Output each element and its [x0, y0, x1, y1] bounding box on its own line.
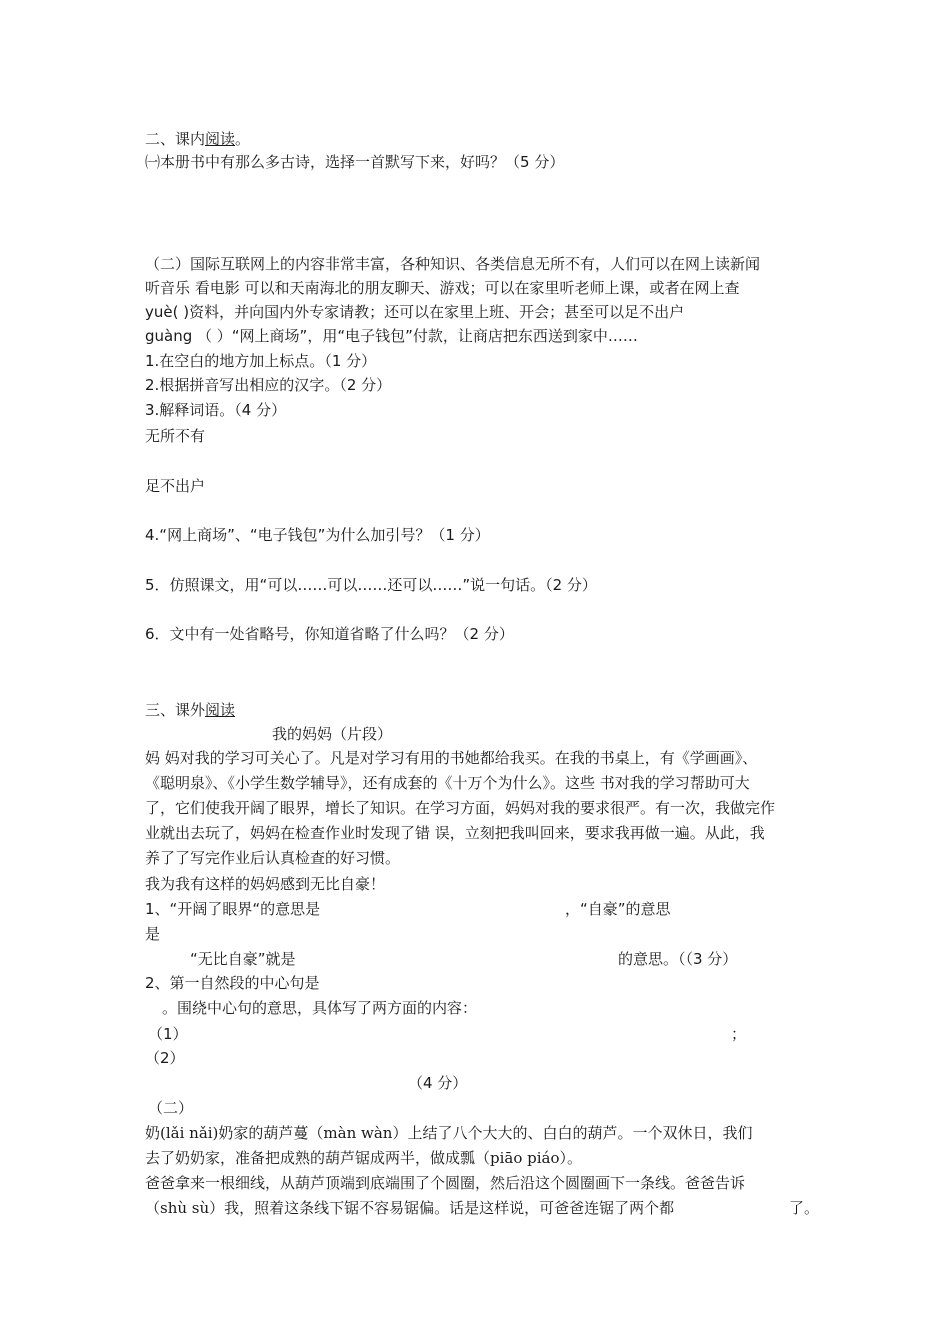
- q2-part-b: 。围绕中心句的意思，具体写了两方面的内容：: [162, 999, 478, 1017]
- question-4: 4.“网上商场”、“电子钱包”为什么加引号？（1 分）: [145, 526, 490, 544]
- word-2: 足不出户: [145, 477, 206, 495]
- question-6: 6．文中有一处省略号，你知道省略了什么吗？（2 分）: [145, 625, 514, 643]
- story-line-1: 妈 妈对我的学习可关心了。凡是对学习有用的书她都给我买。在我的书桌上，有《学画画》、: [145, 749, 758, 767]
- story-line-2: 《聪明泉》、《小学生数学辅导》，还有成套的《十万个为什么》。这些 书对我的学习帮助可大: [145, 774, 750, 792]
- passage-3-line-4-end: 了。: [789, 1199, 820, 1217]
- passage-line-2: 听音乐 看电影 可以和天南海北的朋友聊天、游戏；可以在家里听老师上课，或者在网上查: [145, 279, 740, 297]
- q2-part-d: ；: [731, 1025, 747, 1043]
- reading-link: 阅读: [205, 130, 236, 148]
- section-2-title: 二、课内阅读。: [145, 130, 251, 148]
- q1-part-e: 的意思。（（3 分）: [618, 950, 738, 968]
- question-3: 3.解释词语。（4 分）: [145, 401, 287, 419]
- passage-3-label: （二）: [148, 1099, 194, 1117]
- q2-part-f: （4 分）: [408, 1074, 468, 1092]
- q1-part-c: 是: [145, 925, 161, 943]
- passage-3-line-1: 奶(lǎi nǎi)奶家的葫芦蔓（màn wàn）上结了八个大大的、白白的葫芦。一个双休日，我们: [145, 1124, 753, 1142]
- question-2: 2.根据拼音写出相应的汉字。（2 分）: [145, 376, 392, 394]
- question-1: 1.在空白的地方加上标点。（1 分）: [145, 352, 377, 370]
- story-title: 我的妈妈（片段）: [272, 725, 393, 743]
- q2-part-c: （1）: [148, 1025, 188, 1043]
- story-line-5: 养了了写完作业后认真检查的好习惯。: [145, 849, 401, 867]
- story-line-4: 业就出去玩了，妈妈在检查作业时发现了错 误，立刻把我叫回来，要求我再做一遍。从此，我: [145, 824, 765, 842]
- passage-3-line-4: （shù sù）我，照着这条线下锯不容易锯偏。话是这样说，可爸爸连锯了两个都: [145, 1199, 675, 1217]
- q2-part-e: （2）: [145, 1049, 185, 1067]
- passage-line-3: yuè( )资料，并向国内外专家请教；还可以在家里上班、开会；甚至可以足不出户: [145, 303, 685, 321]
- story-line-3: 了，它们使我开阔了眼界，增长了知识。在学习方面，妈妈对我的要求很严。有一次，我做完作: [145, 799, 776, 817]
- story-line-6: 我为我有这样的妈妈感到无比自豪！: [145, 875, 386, 893]
- q1-part-d: “无比自豪”就是: [190, 950, 296, 968]
- section-3-title: 三、课外阅读: [145, 701, 236, 719]
- q1-part-b: ，“自豪”的意思: [565, 900, 671, 918]
- passage-3-line-2: 去了奶奶家，准备把成熟的葫芦锯成两半，做成瓢（piāo piáo）。: [145, 1149, 583, 1167]
- question-5: 5．仿照课文，用“可以……可以……还可以……”说一句话。（2 分）: [145, 576, 597, 594]
- passage-line-1: （二）国际互联网上的内容非常丰富，各种知识、各类信息无所不有，人们可以在网上读新闻: [145, 255, 761, 273]
- passage-3-line-3: 爸爸拿来一根细线，从葫芦顶端到底端围了个圆圈，然后沿这个圆圈画下一条线。爸爸告诉: [145, 1174, 746, 1192]
- passage-line-4: guàng （ ）“网上商场”，用“电子钱包”付款，让商店把东西送到家中……: [145, 327, 638, 345]
- q1-part-a: 1、“开阔了眼界“的意思是: [145, 900, 321, 918]
- word-1: 无所不有: [145, 427, 206, 445]
- reading-link-2: 阅读: [205, 701, 236, 719]
- question-poem: ㈠本册书中有那么多古诗，选择一首默写下来，好吗？（5 分）: [145, 153, 565, 171]
- q2-part-a: 2、第一自然段的中心句是: [145, 974, 320, 992]
